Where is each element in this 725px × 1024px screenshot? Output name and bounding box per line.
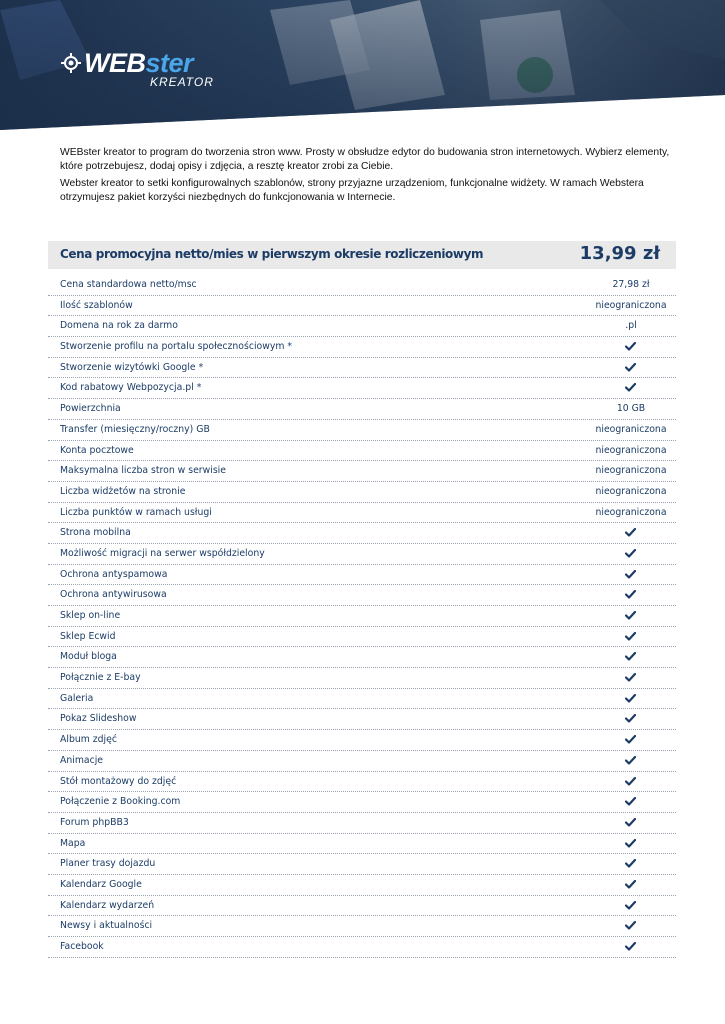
feature-row bbox=[48, 337, 676, 358]
feature-row bbox=[48, 523, 676, 544]
feature-row bbox=[48, 378, 676, 399]
feature-label: Newsy i aktualności bbox=[60, 920, 153, 932]
feature-row bbox=[48, 565, 676, 586]
feature-row bbox=[48, 792, 676, 813]
checkmark-icon bbox=[625, 673, 636, 682]
checkmark-icon bbox=[625, 735, 636, 744]
feature-label: Album zdjęć bbox=[60, 734, 117, 746]
feature-label: Powierzchnia bbox=[60, 403, 121, 415]
feature-row bbox=[48, 647, 676, 668]
checkmark-icon bbox=[625, 570, 636, 579]
feature-row bbox=[48, 461, 676, 482]
checkmark-icon bbox=[625, 818, 636, 827]
feature-label: Sklep on-line bbox=[60, 610, 121, 621]
feature-label: Kalendarz Google bbox=[60, 878, 142, 890]
feature-value: nieograniczona bbox=[595, 485, 667, 497]
feature-row bbox=[48, 503, 676, 524]
feature-label: Transfer (miesięczny/roczny) GB bbox=[60, 423, 210, 435]
feature-label: Możliwość migracji na serwer współdzielony bbox=[60, 547, 265, 559]
checkmark-icon bbox=[625, 632, 636, 641]
feature-label: Strona mobilna bbox=[60, 527, 131, 539]
feature-label: Sklep Ecwid bbox=[60, 630, 116, 642]
feature-value: 10 GB bbox=[616, 403, 646, 415]
feature-row bbox=[48, 751, 676, 772]
feature-label: Liczba punktów w ramach usługi bbox=[60, 506, 212, 518]
feature-row bbox=[48, 689, 676, 710]
feature-row bbox=[48, 296, 676, 317]
feature-row bbox=[48, 709, 676, 730]
feature-label: Maksymalna liczba stron w serwisie bbox=[60, 465, 226, 477]
feature-row bbox=[48, 482, 676, 503]
gear-icon bbox=[60, 52, 82, 74]
feature-row bbox=[48, 730, 676, 751]
checkmark-icon bbox=[625, 942, 636, 951]
checkmark-icon bbox=[625, 859, 636, 868]
checkmark-icon bbox=[625, 901, 636, 910]
feature-label: Połącznie z E-bay bbox=[60, 672, 141, 684]
feature-label: Galeria bbox=[60, 692, 94, 704]
checkmark-icon bbox=[625, 880, 636, 889]
feature-label: Moduł bloga bbox=[60, 651, 117, 663]
checkmark-icon bbox=[625, 797, 636, 806]
checkmark-icon bbox=[625, 714, 636, 723]
checkmark-icon bbox=[625, 590, 636, 599]
feature-label: Kalendarz wydarzeń bbox=[60, 899, 155, 911]
feature-value: nieograniczona bbox=[595, 506, 667, 518]
checkmark-icon bbox=[625, 528, 636, 537]
feature-row bbox=[48, 420, 676, 441]
feature-label: Konta pocztowe bbox=[60, 444, 134, 456]
feature-label: Cena standardowa netto/msc bbox=[60, 279, 197, 290]
checkmark-icon bbox=[625, 694, 636, 703]
promo-price: 13,99 zł bbox=[579, 243, 660, 264]
feature-row bbox=[48, 606, 676, 627]
feature-label: Stworzenie profilu na portalu społecznościowym * bbox=[60, 341, 292, 353]
checkmark-icon bbox=[625, 777, 636, 786]
feature-label: Planer trasy dojazdu bbox=[60, 858, 156, 870]
feature-value: 27,98 zł bbox=[612, 279, 650, 290]
feature-label: Liczba widżetów na stronie bbox=[60, 485, 186, 497]
checkmark-icon bbox=[625, 611, 636, 620]
checkmark-icon bbox=[625, 342, 636, 351]
feature-row bbox=[48, 544, 676, 565]
header-banner bbox=[0, 0, 725, 130]
checkmark-icon bbox=[625, 549, 636, 558]
feature-row bbox=[48, 399, 676, 420]
intro-text bbox=[60, 146, 672, 208]
checkmark-icon bbox=[625, 921, 636, 930]
checkmark-icon bbox=[625, 363, 636, 372]
feature-row bbox=[48, 441, 676, 462]
checkmark-icon bbox=[625, 839, 636, 848]
feature-label: Ochrona antyspamowa bbox=[60, 568, 168, 580]
promo-price-bar bbox=[48, 241, 676, 269]
feature-label: Mapa bbox=[60, 837, 86, 849]
feature-label: Pokaz Slideshow bbox=[60, 713, 137, 725]
intro-paragraph-1: WEBster kreator to program do tworzenia stron www. Prosty w obsłudze edytor do budowania stron internetowych. Wybierz elementy, które potrzebujesz, dodaj opisy i zdjęcia, a resztę kreator zrobi za Ciebie. bbox=[60, 147, 670, 172]
checkmark-icon bbox=[625, 756, 636, 765]
feature-value: .pl bbox=[625, 320, 637, 332]
feature-label: Połączenie z Booking.com bbox=[60, 796, 181, 808]
feature-label: Domena na rok za darmo bbox=[60, 320, 178, 332]
feature-row bbox=[48, 854, 676, 875]
intro-paragraph-2: Webster kreator to setki konfigurowalnych szablonów, strony przyjazne urządzeniom, funkcjonalne widżety. W ramach Webstera otrzymujesz pakiet korzyści niezbędnych do funkcjonowania w Internecie. bbox=[60, 178, 644, 203]
feature-row bbox=[48, 896, 676, 917]
logo-wordmark: WEBster bbox=[84, 48, 194, 78]
feature-label: Ilość szablonów bbox=[60, 299, 133, 311]
feature-label: Animacje bbox=[60, 754, 104, 766]
feature-row bbox=[48, 585, 676, 606]
feature-value: nieograniczona bbox=[595, 465, 667, 477]
feature-table bbox=[48, 275, 676, 958]
feature-row bbox=[48, 627, 676, 648]
feature-row bbox=[48, 875, 676, 896]
feature-row bbox=[48, 834, 676, 855]
feature-value: nieograniczona bbox=[595, 444, 667, 456]
checkmark-icon bbox=[625, 383, 636, 392]
feature-row bbox=[48, 358, 676, 379]
feature-row bbox=[48, 937, 676, 958]
logo-subtitle: KREATOR bbox=[150, 75, 214, 89]
feature-label: Stworzenie wizytówki Google * bbox=[60, 361, 204, 373]
feature-label: Forum phpBB3 bbox=[60, 816, 129, 828]
feature-row bbox=[48, 316, 676, 337]
feature-row bbox=[48, 668, 676, 689]
feature-row bbox=[48, 916, 676, 937]
feature-value: nieograniczona bbox=[595, 299, 667, 311]
feature-value: nieograniczona bbox=[595, 423, 667, 435]
promo-label: Cena promocyjna netto/mies w pierwszym okresie rozliczeniowym bbox=[60, 247, 484, 261]
feature-label: Kod rabatowy Webpozycja.pl * bbox=[60, 382, 202, 394]
feature-row bbox=[48, 813, 676, 834]
feature-label: Ochrona antywirusowa bbox=[60, 589, 167, 601]
feature-row bbox=[48, 772, 676, 793]
feature-row bbox=[48, 275, 676, 296]
feature-label: Stół montażowy do zdjęć bbox=[60, 775, 177, 787]
checkmark-icon bbox=[625, 652, 636, 661]
feature-label: Facebook bbox=[60, 941, 104, 952]
